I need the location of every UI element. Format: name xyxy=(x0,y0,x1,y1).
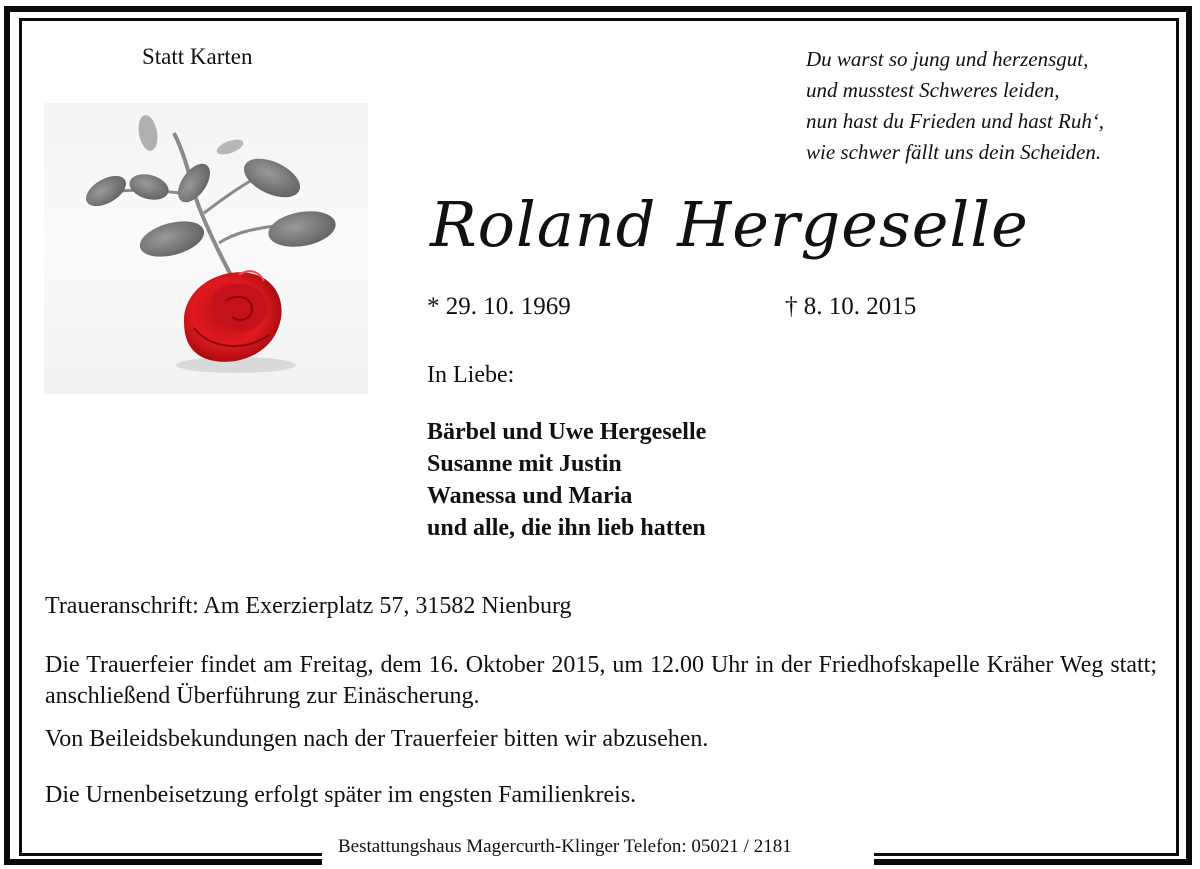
birth-date: * 29. 10. 1969 xyxy=(427,293,571,320)
deceased-name: Roland Hergeselle xyxy=(430,188,1029,261)
in-love-label: In Liebe: xyxy=(427,362,515,388)
ceremony-text: Die Trauerfeier findet am Freitag, dem 16. Oktober 2015, um 12.00 Uhr in der Friedhofskapelle Kräher Weg statt; anschließend Überführung zur Einäscherung. xyxy=(45,652,1157,709)
funeral-home-footer: Bestattungshaus Magercurth-Klinger Telefon: 05021 / 2181 xyxy=(338,836,792,857)
poem-line: nun hast du Frieden und hast Ruh‘, xyxy=(806,109,1105,133)
mourner-line: Wanessa und Maria xyxy=(427,483,633,509)
mourners-list xyxy=(427,416,706,544)
poem-line: Du warst so jung und herzensgut, xyxy=(806,47,1089,71)
mourning-address: Traueranschrift: Am Exerzierplatz 57, 31582 Nienburg xyxy=(45,593,572,619)
mourner-line: Susanne mit Justin xyxy=(427,451,622,477)
urn-burial-text: Die Urnenbeisetzung erfolgt später im engsten Familienkreis. xyxy=(45,782,637,808)
rose-icon xyxy=(44,103,368,394)
death-date: † 8. 10. 2015 xyxy=(785,293,917,320)
poem-line: wie schwer fällt uns dein Scheiden. xyxy=(806,140,1102,164)
red-rose-image xyxy=(44,103,368,394)
poem-line: und musstest Schweres leiden, xyxy=(806,78,1060,102)
mourner-line: und alle, die ihn lieb hatten xyxy=(427,515,706,541)
condolences-text: Von Beileidsbekundungen nach der Trauerfeier bitten wir abzusehen. xyxy=(45,726,709,752)
mourner-line: Bärbel und Uwe Hergeselle xyxy=(427,419,707,445)
statt-karten-label: Statt Karten xyxy=(142,44,253,69)
poem xyxy=(806,44,1104,168)
